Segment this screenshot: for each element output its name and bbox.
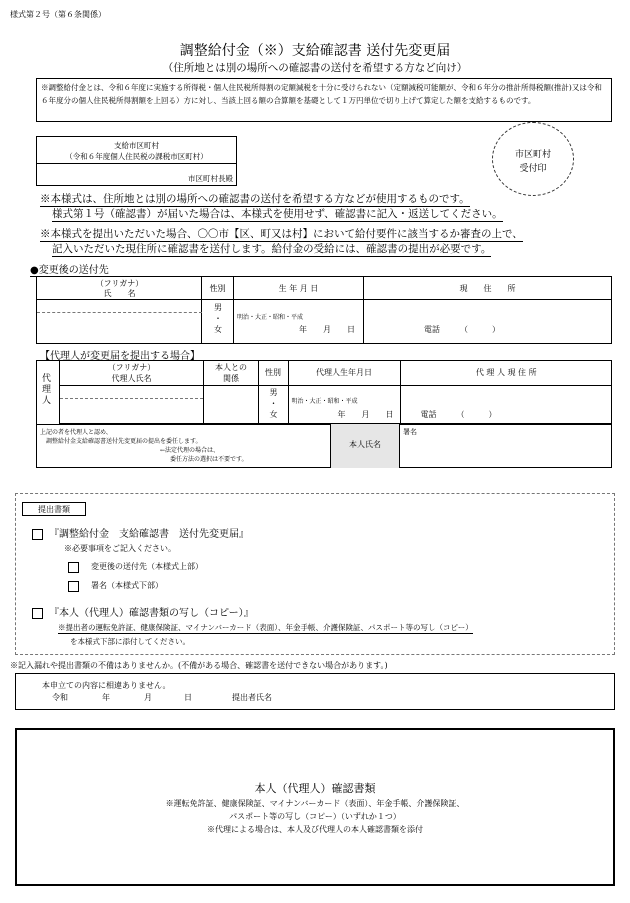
reception-stamp-circle: [492, 122, 574, 196]
doc-item-2-note-1: ※提出者の運転免許証、健康保険証、マイナンバーカード（表面）、年金手帳、介護保険証、パスポート等の写し（コピー）: [58, 623, 473, 632]
delegation-line4: 委任方法の選択は不要です。: [170, 456, 248, 463]
recipient-name-header: [37, 277, 202, 300]
notice-2a: ※本様式を提出いただいた場合、〇〇市【区、町又は村】において給付要件に該当するか審査の上で、: [40, 228, 523, 240]
definition-note-box: [36, 78, 612, 122]
doc-item-1[interactable]: [32, 525, 249, 540]
addressee-line1: 支給市区町村: [114, 141, 159, 150]
relation-label-1: 本人との: [215, 363, 247, 372]
doc-item-1-note: ※必要事項をご記入ください。: [64, 544, 176, 553]
signature-label: 署名: [403, 428, 417, 436]
form-number: 様式第２号（第６条関係）: [10, 10, 106, 19]
recipient-sex-cell[interactable]: [202, 300, 234, 344]
documents-label: 提出書類: [38, 505, 70, 514]
documents-label-box: [22, 502, 86, 516]
id-document-attach-box: [15, 728, 615, 886]
declaration-box: [15, 673, 615, 710]
agent-side-label: 代理人: [42, 374, 52, 406]
doc-sub-2-label: 署名（本様式下部）: [91, 581, 163, 590]
agent-sex-cell[interactable]: [258, 385, 288, 424]
mayor-label: 市区町村長殿: [188, 174, 233, 183]
delegation-line3: ←法定代理の場合は、: [160, 447, 220, 454]
principal-name-label: 本人氏名: [349, 440, 381, 449]
definition-note-text: ※調整給付金とは、令和６年度に実施する所得税・個人住民税所得割の定額減税を十分に受けられない（定額減税可能額が、令和６年分の推計所得税額(推計)又は令和６年度分の個人住民税所得割額を上回る）方に対し、当該上回る額の合算額を基礎として１万円単位で切り上げて算定した額を支給するものです。: [41, 83, 602, 105]
agent-side-column: [36, 360, 60, 424]
agent-address-header: 代 理 人 現 住 所: [400, 360, 612, 385]
doc-item-2-note-2: を本様式下部に添付してください。: [70, 637, 190, 646]
recipient-address-cell[interactable]: [364, 300, 612, 344]
recipient-dob-header: 生 年 月 日: [234, 277, 364, 300]
recipient-dob-cell[interactable]: [234, 300, 364, 344]
agent-table: [60, 360, 612, 424]
recipient-name-label: 氏 名: [103, 289, 136, 298]
recipient-table: [36, 276, 612, 344]
recipient-furigana-label: （フリガナ）: [95, 279, 144, 288]
agent-sex-header: 性別: [258, 360, 288, 385]
principal-name-label-cell: [330, 424, 400, 468]
id-box-line2: パスポート等の写し（コピー）（いずれか１つ）: [229, 812, 401, 821]
declaration-month: 月: [144, 693, 152, 702]
id-box-line1: ※運転免許証、健康保険証、マイナンバーカード（表面）、年金手帳、介護保険証、: [165, 799, 465, 808]
agent-ymd-labels: 年 月 日: [337, 409, 394, 419]
agent-name-cell[interactable]: [60, 385, 203, 424]
declaration-text: 本申立ての内容に相違ありません。: [42, 681, 171, 690]
sex-separator: ・: [214, 314, 222, 323]
addressee-box: [36, 136, 237, 186]
doc-sub-2-checkbox[interactable]: [68, 581, 79, 592]
agent-furigana-label: （フリガナ）: [107, 363, 156, 372]
stamp-line2: 受付印: [519, 164, 547, 174]
agent-address-cell[interactable]: [400, 385, 612, 424]
addressee-line2: （令和６年度個人住民税の課税市区町村）: [65, 152, 208, 161]
agent-male-option: 男: [269, 387, 278, 397]
agent-dob-cell[interactable]: [288, 385, 400, 424]
notice-1b: 様式第１号（確認書）が届いた場合は、本様式を使用せず、確認書に記入・返送してください。: [52, 208, 503, 220]
doc-item-1-label: 『調整給付金 支給確認書 送付先変更届』: [49, 529, 249, 540]
id-box-line3: ※代理による場合は、本人及び代理人の本人確認書類を添付: [207, 825, 423, 834]
male-option: 男: [214, 303, 222, 312]
agent-dob-header: 代理人生年月日: [288, 360, 400, 385]
agent-relation-cell[interactable]: [203, 385, 258, 424]
agent-relation-header: [203, 360, 258, 385]
furigana-divider: [37, 312, 202, 313]
agent-phone-label: 電話 （ ）: [420, 409, 497, 419]
delegation-line2: 調整給付金支給確認書送付先変更届の提出を委任します。: [46, 438, 202, 445]
doc-sub-1-checkbox[interactable]: [68, 562, 79, 573]
agent-female-option: 女: [269, 409, 278, 419]
doc-sub-1[interactable]: [68, 561, 203, 573]
agent-section-label: 【代理人が変更届を提出する場合】: [40, 351, 200, 362]
doc-item-2[interactable]: [32, 604, 254, 619]
relation-label-2: 関係: [223, 374, 239, 383]
stamp-line1: 市区町村: [514, 150, 551, 160]
agent-furigana-divider: [60, 398, 203, 399]
ymd-labels: 年 月 日: [299, 325, 355, 334]
declaration-year: 年: [102, 693, 110, 702]
declaration-submitter-label: 提出者氏名: [232, 693, 272, 702]
recipient-sex-header: 性別: [202, 277, 234, 300]
completeness-warning: ※記入漏れや提出書類の不備はありませんか。(不備がある場合、確認書を送付できない場合があります。): [10, 661, 388, 670]
doc-item-2-checkbox[interactable]: [32, 608, 43, 619]
agent-name-label: 代理人氏名: [111, 374, 152, 383]
female-option: 女: [214, 325, 222, 334]
recipient-section-label: ●変更後の送付先: [30, 261, 109, 277]
declaration-day: 日: [184, 693, 192, 702]
page-subtitle: （住所地とは別の場所への確認書の送付を希望する方など向け）: [162, 62, 468, 74]
recipient-name-cell[interactable]: [37, 300, 202, 344]
phone-label: 電話 （ ）: [424, 325, 500, 334]
doc-item-1-checkbox[interactable]: [32, 529, 43, 540]
delegation-line1: 上記の者を代理人と認め、: [40, 429, 112, 436]
agent-era-options: 明治・大正・昭和・平成: [291, 397, 358, 405]
notice-2b: 記入いただいた現住所に確認書を送付します。給付金の受給には、確認書の提出が必要です。: [52, 243, 492, 255]
id-box-title: 本人（代理人）確認書類: [254, 782, 376, 795]
era-options: 明治・大正・昭和・平成: [237, 314, 304, 321]
recipient-address-header: 現 住 所: [364, 277, 612, 300]
agent-name-header: [60, 360, 203, 385]
doc-sub-2[interactable]: [68, 580, 163, 592]
signature-field[interactable]: [400, 425, 612, 467]
declaration-era: 令和: [52, 693, 68, 702]
doc-sub-1-label: 変更後の送付先（本様式上部）: [91, 562, 203, 571]
doc-item-2-label: 『本人（代理人）確認書類の写し（コピー）』: [49, 608, 254, 619]
page-title: 調整給付金（※）支給確認書 送付先変更届: [179, 43, 451, 59]
notice-1a: ※本様式は、住所地とは別の場所への確認書の送付を希望する方などが使用するものです。: [40, 193, 470, 205]
agent-sex-separator: ・: [269, 398, 278, 408]
addressee-divider: [37, 163, 236, 164]
